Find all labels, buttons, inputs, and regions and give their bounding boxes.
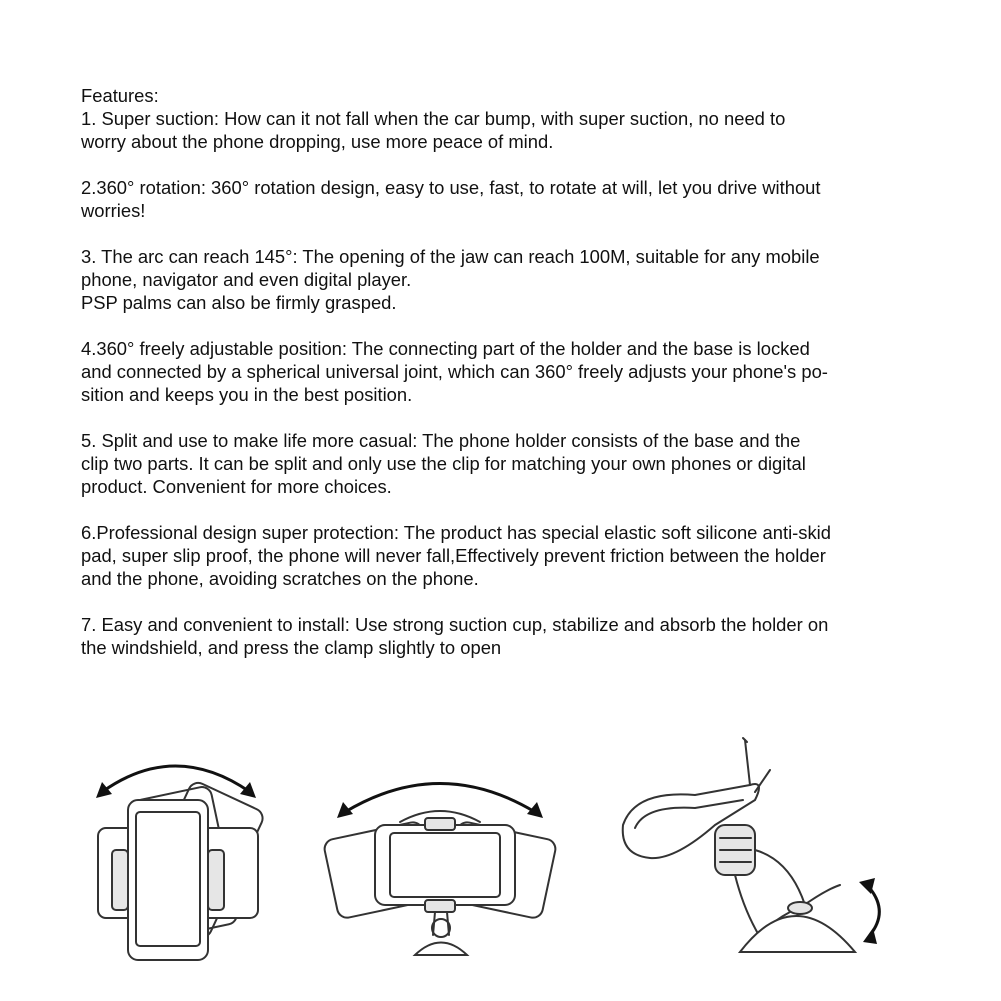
feature-item-2: 2.360° rotation: 360° rotation design, easy to use, fast, to rotate at will, let you drive without worries! (81, 177, 821, 221)
feature-item-3: 3. The arc can reach 145°: The opening of the jaw can reach 100M, suitable for any mobile phone, navigator and even digital player. PSP palms can also be firmly grasped. (81, 246, 820, 313)
feature-item-1: 1. Super suction: How can it not fall when the car bump, with super suction, no need to worry about the phone dropping, use more peace of mind. (81, 108, 786, 152)
clip-holder-illustration (615, 730, 895, 980)
swivel-illustration (315, 730, 555, 980)
feature-item-6: 6.Professional design super protection: The product has special elastic soft silicone anti-skid pad, super slip proof, the phone will never fall,Effectively prevent friction between the holder and the phone, avoiding scratches on the phone. (81, 522, 831, 589)
rotation-illustration (90, 730, 270, 980)
feature-item-4: 4.360° freely adjustable position: The connecting part of the holder and the base is locked and connected by a spherical universal joint, which can 360° freely adjusts your phone's po- sition and keeps you in the best position. (81, 338, 828, 405)
feature-item-7: 7. Easy and convenient to install: Use strong suction cup, stabilize and absorb the holder on the windshield, and press the clamp slightly to open (81, 614, 829, 658)
product-illustrations (0, 730, 1001, 990)
features-heading: Features: (81, 85, 159, 106)
feature-item-5: 5. Split and use to make life more casual: The phone holder consists of the base and the clip two parts. It can be split and only use the clip for matching your own phones or digital product. Convenient for more choices. (81, 430, 806, 497)
feature-text (81, 84, 941, 682)
